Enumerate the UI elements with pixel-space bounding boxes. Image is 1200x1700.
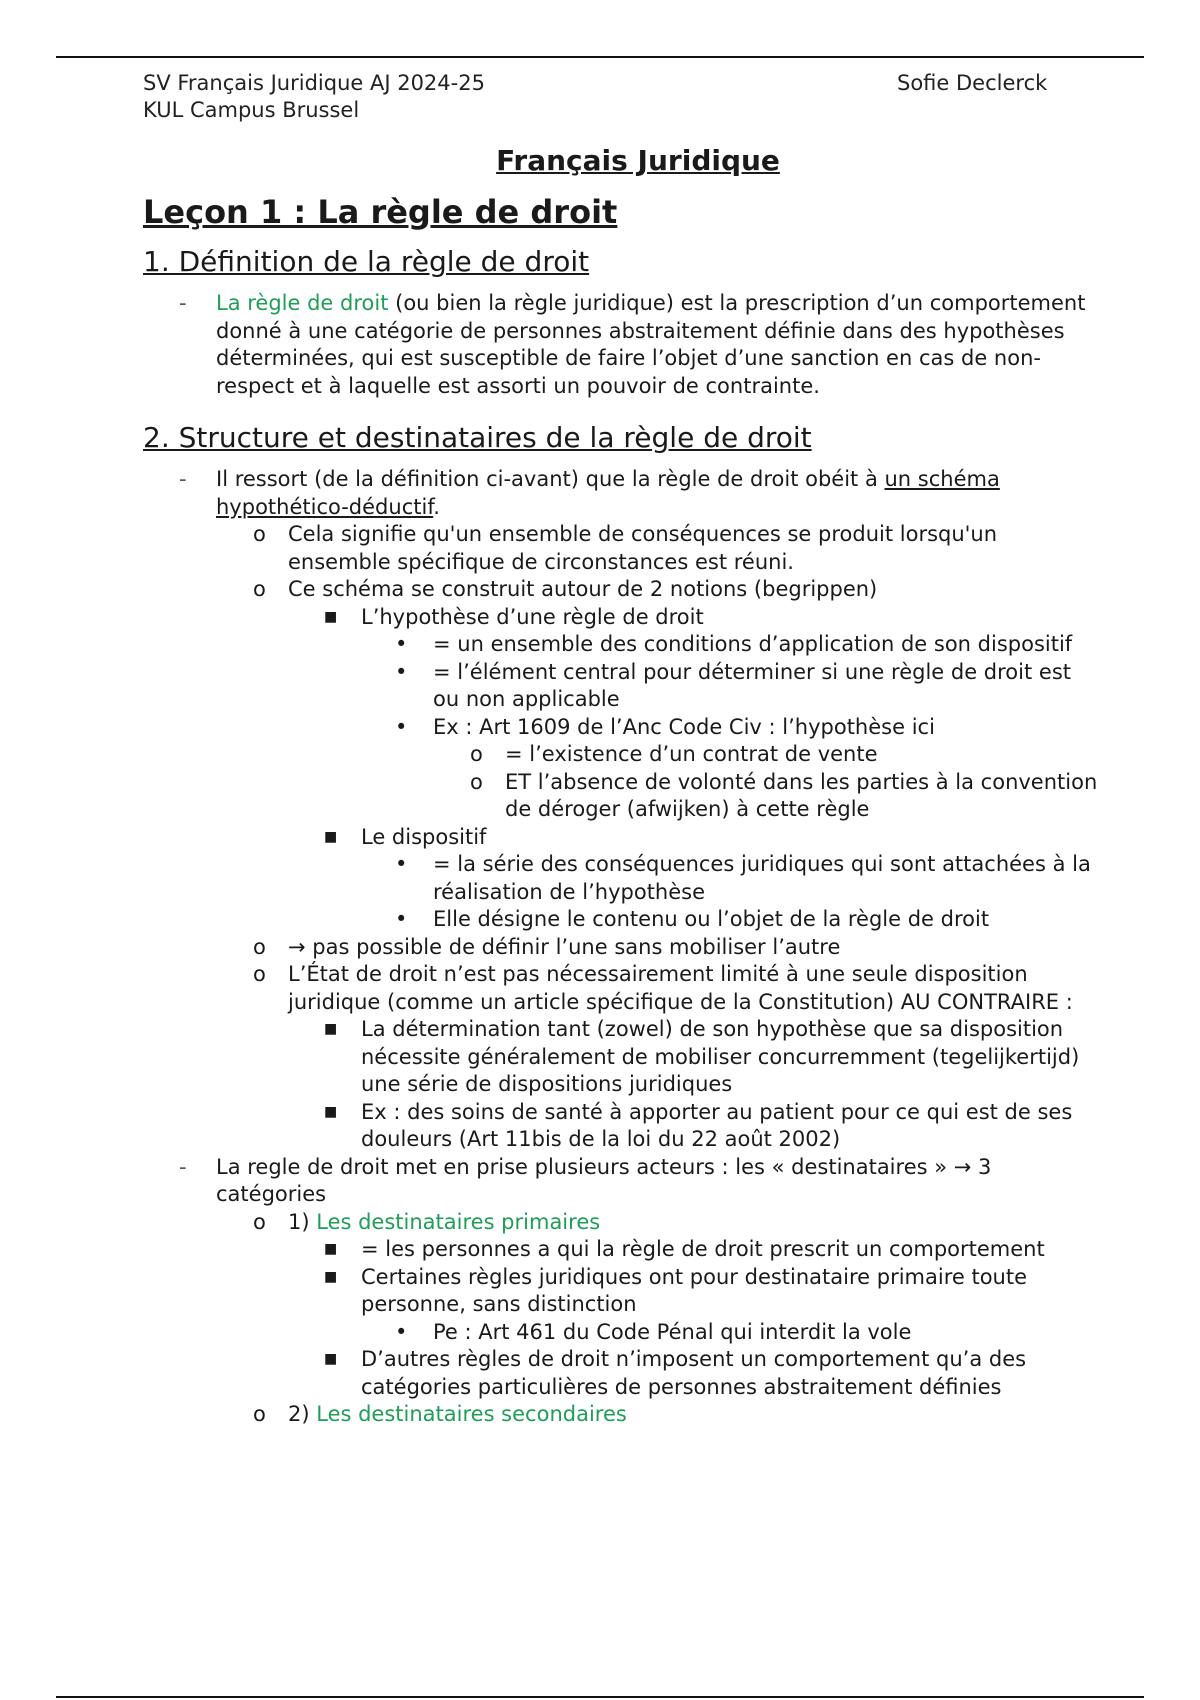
list-item: - La regle de droit met en prise plusieurs acteurs : les « destinataires » → 3 catégories bbox=[179, 1154, 992, 1206]
list-item: • Ex : Art 1609 de l’Anc Code Civ : l’hypothèse ici bbox=[143, 714, 1103, 742]
top-rule bbox=[56, 56, 1144, 58]
list-item: ■ L’hypothèse d’une règle de droit bbox=[143, 604, 1103, 632]
list-item: • = la série des conséquences juridiques qui sont attachées à la réalisation de l’hypothèse bbox=[395, 852, 1091, 904]
dash-bullet: - bbox=[179, 291, 187, 315]
list-item: ■ Ex : des soins de santé à apporter au patient pour ce qui est de ses douleurs (Art 11bis de la loi du 22 août 2002) bbox=[324, 1099, 1073, 1151]
definition-text: (ou bien la règle juridique) est la prescription d’un comportement donné à une catégorie de personnes abstraitement définie dans des hypothèses déterminées, qui est susceptible de faire l’objet d’une sanction en cas de non-respect et à laquelle est assorti un pouvoir de contrainte. bbox=[216, 291, 1086, 398]
list-item: • Elle désigne le contenu ou l’objet de la règle de droit bbox=[143, 906, 1103, 934]
circle-bullet: o bbox=[470, 742, 483, 766]
list-item: • = un ensemble des conditions d’application de son dispositif bbox=[143, 631, 1103, 659]
dot-bullet: • bbox=[395, 659, 408, 684]
square-bullet: ■ bbox=[324, 608, 338, 625]
lesson-title: Leçon 1 : La règle de droit bbox=[143, 193, 618, 231]
circle-bullet: o bbox=[253, 1402, 266, 1426]
square-bullet: ■ bbox=[324, 1351, 338, 1367]
list-item: ■ = les personnes a qui la règle de droit prescrit un comportement bbox=[143, 1236, 1103, 1264]
secondary-recipients-label: Les destinataires secondaires bbox=[316, 1402, 627, 1426]
author-label: Sofie Declerck bbox=[897, 71, 1048, 95]
list-item: o Cela signifie qu'un ensemble de conséquences se produit lorsqu'un ensemble spécifique de circonstances est réuni. bbox=[253, 522, 998, 574]
page-header bbox=[143, 70, 1103, 126]
primary-recipients-label: Les destinataires primaires bbox=[316, 1209, 601, 1234]
circle-bullet: o bbox=[253, 522, 266, 546]
list-item: o 2) Les destinataires secondaires bbox=[143, 1401, 1103, 1429]
dot-bullet: • bbox=[395, 1319, 408, 1344]
dot-bullet: • bbox=[395, 714, 408, 739]
course-label: SV Français Juridique AJ 2024-25 bbox=[143, 71, 485, 95]
definition-item bbox=[143, 290, 1103, 400]
list-item: - Il ressort (de la définition ci-avant) que la règle de droit obéit à un schéma hypothético-déductif. bbox=[179, 467, 1000, 519]
schema-term: un schéma hypothético-déductif bbox=[216, 467, 1000, 519]
circle-bullet: o bbox=[253, 577, 266, 601]
list-item: ■ Le dispositif bbox=[143, 824, 1103, 852]
list-item: o → pas possible de définir l’une sans mobiliser l’autre bbox=[143, 934, 1103, 962]
dot-bullet: • bbox=[395, 907, 408, 931]
list-item: o Ce schéma se construit autour de 2 notions (begrippen) bbox=[143, 576, 1103, 604]
list-item: ■ Certaines règles juridiques ont pour destinataire primaire toute personne, sans distinction bbox=[324, 1264, 1028, 1316]
dot-bullet: • bbox=[395, 852, 408, 876]
definition-term: La règle de droit bbox=[216, 291, 389, 315]
circle-bullet: o bbox=[253, 934, 266, 959]
document-page bbox=[143, 70, 1103, 1429]
square-bullet: ■ bbox=[324, 1021, 338, 1037]
square-bullet: ■ bbox=[324, 1268, 338, 1285]
list-item: ■ La détermination tant (zowel) de son hypothèse que sa disposition nécessite généralement de mobiliser concurremment (tegelijkertijd) une série de dispositions juridiques bbox=[324, 1017, 1080, 1096]
list-item: o ET l’absence de volonté dans les parties à la convention de déroger (afwijken) à cette règle bbox=[470, 769, 1098, 821]
dash-bullet: - bbox=[179, 467, 187, 491]
square-bullet: ■ bbox=[324, 1103, 338, 1120]
list-item: o L’État de droit n’est pas nécessairement limité à une seule disposition juridique (comme un article spécifique de la Constitution) AU CONTRAIRE : bbox=[253, 962, 1073, 1014]
document-title: Français Juridique bbox=[496, 144, 780, 177]
list-item: ■ D’autres règles de droit n’imposent un comportement qu’a des catégories particulières de personnes abstraitement définies bbox=[324, 1347, 1027, 1399]
list-item: • Pe : Art 461 du Code Pénal qui interdit la vole bbox=[143, 1319, 1103, 1347]
section-2-title: 2. Structure et destinataires de la règle de droit bbox=[143, 421, 812, 454]
square-bullet: ■ bbox=[324, 828, 338, 845]
bottom-rule bbox=[56, 1696, 1144, 1698]
circle-bullet: o bbox=[253, 962, 266, 986]
campus-label: KUL Campus Brussel bbox=[143, 98, 360, 122]
dash-bullet: - bbox=[179, 1154, 187, 1179]
circle-bullet: o bbox=[470, 769, 483, 794]
dot-bullet: • bbox=[395, 632, 408, 656]
list-item: • = l’élément central pour déterminer si une règle de droit est ou non applicable bbox=[395, 659, 1071, 711]
list-item: o = l’existence d’un contrat de vente bbox=[143, 741, 1103, 769]
section-1-title: 1. Définition de la règle de droit bbox=[143, 245, 590, 278]
square-bullet: ■ bbox=[324, 1241, 338, 1257]
circle-bullet: o bbox=[253, 1209, 266, 1234]
list-item: o 1) Les destinataires primaires bbox=[143, 1209, 1103, 1237]
